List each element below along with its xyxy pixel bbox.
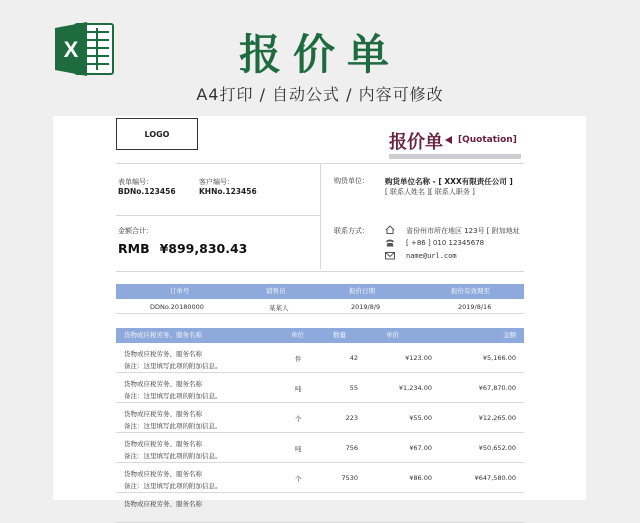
order-header-cell: 报价日期 [349,287,375,295]
buyer-name: 购货单位名称 - [ XXX有限责任公司 ] [385,177,513,186]
banner-subtitle: A4打印 / 自动公式 / 内容可修改 [196,85,444,104]
item-amount: ¥12,265.00 [478,414,516,422]
divider [116,215,320,216]
goods-row [116,403,524,433]
email-icon [385,251,395,260]
item-unit: 吨 [295,385,302,393]
phone-icon [385,238,395,247]
item-name: 货物或应税劳务、服务名称 [124,440,202,448]
order-no: DDNo.20180000 [150,303,204,311]
item-note: 备注：这里填写此项的附加信息。 [124,482,222,490]
item-quantity: 55 [349,384,358,392]
document-title-en: [Quotation] [458,135,517,145]
goods-row [116,343,524,373]
total-amount [118,241,247,256]
form-no: BDNo.123456 [118,187,176,196]
item-unit: 个 [295,475,302,483]
document-title: 报价单 [389,132,443,153]
item-unit: 件 [295,355,302,363]
item-amount: ¥647,580.00 [474,474,516,482]
customer-no-label: 客户编号： [199,178,234,186]
goods-row [116,433,524,463]
goods-header-cell: 金额 [503,331,516,339]
total-value: ¥899,830.43 [159,241,248,256]
item-name: 货物或应税劳务、服务名称 [124,380,202,388]
item-name: 货物或应税劳务、服务名称 [124,350,202,358]
item-name: 货物或应税劳务、服务名称 [124,410,202,418]
goods-row [116,373,524,403]
banner-title: 报价单 [238,30,401,79]
item-amount: ¥5,166.00 [482,354,516,362]
item-note: 备注：这里填写此项的附加信息。 [124,452,222,460]
order-header-cell: 订单号 [170,287,190,295]
goods-header-cell: 单价 [386,331,399,339]
item-unit: 个 [295,415,302,423]
item-note: 备注：这里填写此项的附加信息。 [124,392,222,400]
svg-text:X: X [63,37,79,62]
item-quantity: 223 [345,414,358,422]
buyer-contact: [ 联系人姓名 ][ 联系人职务 ] [385,188,475,196]
item-note: 备注：这里填写此项的附加信息。 [124,362,222,370]
customer-no: KHNo.123456 [199,187,257,196]
item-quantity: 756 [345,444,358,452]
goods-row [116,463,524,493]
buyer-label: 购货单位： [334,177,369,185]
item-quantity: 42 [349,354,358,362]
goods-header-cell: 单位 [291,331,304,339]
divider [116,271,524,272]
quote-date: 2019/8/9 [351,303,381,311]
quotation-sheet [53,116,586,508]
form-no-label: 表单编号： [118,178,153,186]
item-unit: 吨 [295,445,302,453]
item-name: 货物或应税劳务、服务名称 [124,470,202,478]
order-row [116,299,524,314]
address: 省份州市所在地区 123号 [ 附加地址 [406,227,520,235]
total-currency: RMB [118,241,150,256]
item-price: ¥1,234.00 [398,384,432,392]
order-table-header [116,284,524,299]
item-quantity: 7530 [341,474,358,482]
goods-header-cell: 数量 [333,331,346,339]
valid-until: 2019/8/16 [458,303,492,311]
divider [320,163,321,269]
item-amount: ¥50,652.00 [478,444,516,452]
phone: [ +86 ] 010 12345678 [406,239,485,247]
order-header-cell: 报价有效期至 [451,287,490,295]
home-icon [385,225,395,234]
goods-header-cell: 货物或应税劳务、服务名称 [124,331,202,339]
item-price: ¥86.00 [409,474,432,482]
item-price: ¥123.00 [405,354,432,362]
total-label: 金额合计： [118,227,153,235]
salesperson: 某某人 [269,304,289,312]
item-price: ¥67.00 [409,444,432,452]
title-underline [389,154,521,159]
contact-label: 联系方式： [334,227,369,235]
item-name: 货物或应税劳务、服务名称 [124,500,202,508]
order-header-cell: 销售员 [266,287,286,295]
logo-placeholder: LOGO [116,118,198,150]
goods-row [116,493,524,523]
email: name@url.com [406,252,457,260]
item-amount: ¥67,870.00 [478,384,516,392]
item-price: ¥55.00 [409,414,432,422]
title-arrow-icon [445,136,452,144]
goods-table-header [116,328,524,343]
item-note: 备注：这里填写此项的附加信息。 [124,422,222,430]
